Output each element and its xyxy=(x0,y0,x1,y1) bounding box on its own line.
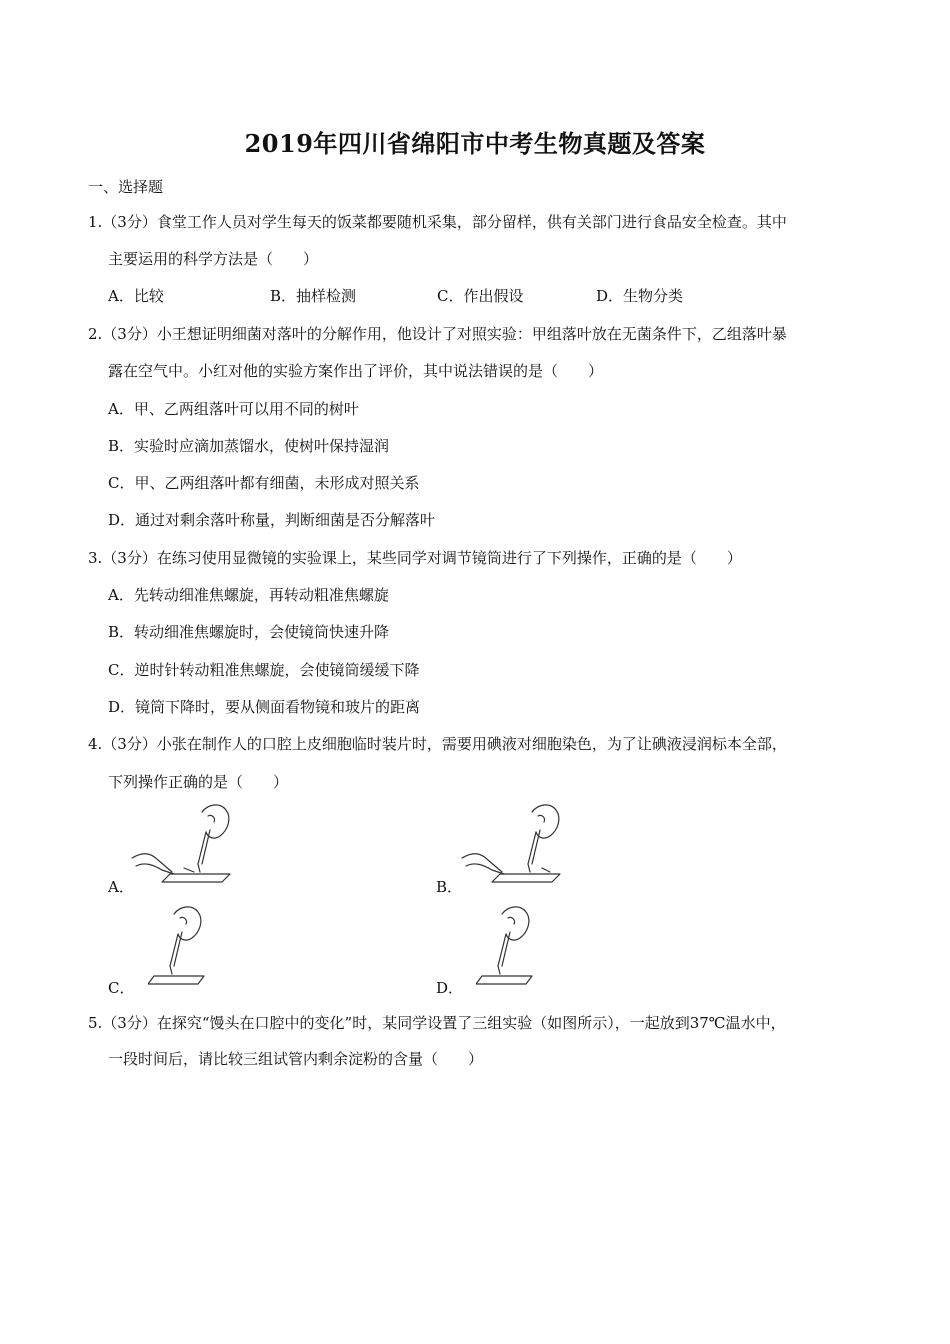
dropper-only-illustration xyxy=(148,904,218,990)
q4-option-b: B． xyxy=(436,878,463,896)
question-1-line-2: 主要运用的科学方法是（ ） xyxy=(108,250,319,268)
question-5-line-2: 一段时间后，请比较三组试管内剩余淀粉的含量（ ） xyxy=(108,1050,484,1068)
dropper-only-illustration xyxy=(476,904,546,990)
q4-option-c: C． xyxy=(108,979,135,997)
q2-option-a: A．甲、乙两组落叶可以用不同的树叶 xyxy=(108,400,359,418)
q4-figure-c xyxy=(148,904,218,990)
q1-option-c: C．作出假设 xyxy=(437,287,524,305)
question-1-line-1: 1.（3分）食堂工作人员对学生每天的饭菜都要随机采集，部分留样，供有关部门进行食品安全检查。其中 xyxy=(88,213,787,231)
q2-option-c: C．甲、乙两组落叶都有细菌，未形成对照关系 xyxy=(108,474,420,492)
q4-figure-a xyxy=(128,800,248,892)
q2-option-b: B．实验时应滴加蒸馏水，使树叶保持湿润 xyxy=(108,437,390,455)
question-2-line-1: 2.（3分）小王想证明细菌对落叶的分解作用，他设计了对照实验：甲组落叶放在无菌条件下，乙组落叶暴 xyxy=(88,325,787,343)
q3-option-a: A．先转动细准焦螺旋，再转动粗准焦螺旋 xyxy=(108,586,389,604)
q1-option-b: B．抽样检测 xyxy=(270,287,357,305)
q2-option-d: D．通过对剩余落叶称量，判断细菌是否分解落叶 xyxy=(108,511,436,529)
question-4-line-2: 下列操作正确的是（ ） xyxy=(108,773,289,791)
question-5-line-1: 5.（3分）在探究“馒头在口腔中的变化”时，某同学设置了三组实验（如图所示），一起放到37℃温水中， xyxy=(88,1014,786,1032)
q1-option-d: D．生物分类 xyxy=(596,287,684,305)
q4-option-d: D． xyxy=(436,979,464,997)
q1-option-a: A．比较 xyxy=(108,287,164,305)
question-3-line-1: 3.（3分）在练习使用显微镜的实验课上，某些同学对调节镜筒进行了下列操作，正确的是（ ） xyxy=(88,549,742,567)
q4-figure-d xyxy=(476,904,546,990)
q4-option-a: A． xyxy=(108,878,134,896)
q3-option-b: B．转动细准焦螺旋时，会使镜筒快速升降 xyxy=(108,623,390,641)
question-2-line-2: 露在空气中。小红对他的实验方案作出了评价，其中说法错误的是（ ） xyxy=(108,362,604,380)
q4-figure-b xyxy=(458,800,578,892)
dropper-and-paper-illustration xyxy=(458,800,578,892)
page-title: 2019年四川省绵阳市中考生物真题及答案 xyxy=(244,129,706,158)
section-heading: 一、选择题 xyxy=(88,178,164,196)
question-4-line-1: 4.（3分）小张在制作人的口腔上皮细胞临时装片时，需要用碘液对细胞染色，为了让碘液浸润标本全部， xyxy=(88,735,787,753)
dropper-and-paper-illustration xyxy=(128,800,248,892)
q3-option-d: D．镜筒下降时，要从侧面看物镜和玻片的距离 xyxy=(108,698,421,716)
q3-option-c: C．逆时针转动粗准焦螺旋，会使镜筒缓缓下降 xyxy=(108,661,420,679)
